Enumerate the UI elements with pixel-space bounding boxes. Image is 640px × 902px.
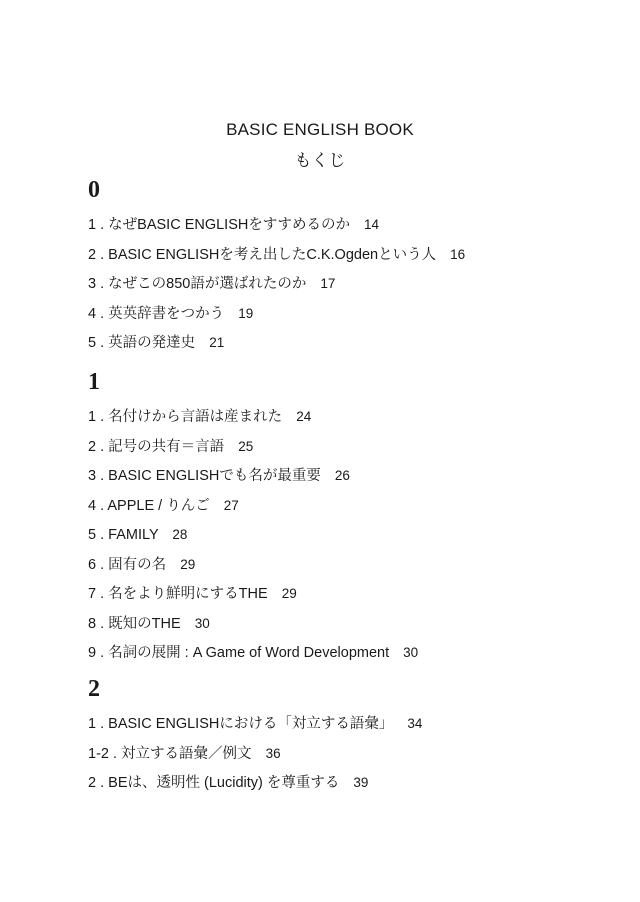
entry-number: 1 . <box>88 409 105 425</box>
toc-entry <box>88 579 608 609</box>
entry-title: 名詞の展開 : A Game of Word Development <box>108 645 390 661</box>
entry-title: APPLE / りんご <box>107 497 210 514</box>
entry-number: 1 . <box>88 217 105 233</box>
toc-section-1 <box>88 368 608 668</box>
entry-page: 28 <box>172 527 188 542</box>
toc-entry <box>88 240 608 270</box>
entry-number: 4 . <box>88 497 105 514</box>
toc-entry <box>88 520 608 550</box>
toc-entry <box>88 299 608 329</box>
entry-title: なぜBASIC ENGLISHをすすめるのか <box>108 217 351 233</box>
entry-number: 2 . <box>88 246 105 263</box>
entry-number: 5 . <box>88 527 105 543</box>
entry-number: 1 . <box>88 716 105 732</box>
toc-entry <box>88 328 608 358</box>
toc-entry <box>88 402 608 432</box>
toc-entry <box>88 709 608 739</box>
entry-title: 記号の共有＝言語 <box>108 438 225 455</box>
toc-entry <box>88 269 608 299</box>
entry-title: BASIC ENGLISHでも名が最重要 <box>108 468 321 484</box>
entry-title: 既知のTHE <box>108 615 181 632</box>
entry-title: BASIC ENGLISHを考え出したC.K.Ogdenという人 <box>108 246 437 263</box>
entry-page: 30 <box>403 645 419 660</box>
entry-page: 25 <box>238 438 254 454</box>
toc-heading: もくじ <box>294 151 346 170</box>
entry-title: BASIC ENGLISHにおける「対立する語彙」 <box>108 716 394 732</box>
section-number: 1 <box>88 369 100 395</box>
entry-number: 8 . <box>88 615 105 632</box>
toc-section-0 <box>88 176 608 358</box>
toc-entry <box>88 768 608 798</box>
entry-number: 2 . <box>88 438 105 455</box>
entry-number: 1-2 . <box>88 745 118 762</box>
entry-page: 29 <box>180 556 196 572</box>
book-title: BASIC ENGLISH BOOK <box>226 120 414 139</box>
toc-entry <box>88 432 608 462</box>
entry-title: 名をより鮮明にするTHE <box>108 586 268 602</box>
entry-page: 30 <box>194 615 210 631</box>
entry-title: 対立する語彙／例文 <box>121 745 252 762</box>
toc-section-2 <box>88 675 608 798</box>
toc-entry <box>88 550 608 580</box>
toc-entry <box>88 491 608 521</box>
entry-number: 3 . <box>88 276 105 292</box>
entry-number: 2 . <box>88 775 105 791</box>
entry-page: 29 <box>281 586 297 601</box>
entry-title: BEは、透明性 (Lucidity) を尊重する <box>108 775 340 791</box>
toc-entry <box>88 461 608 491</box>
entry-page: 14 <box>364 217 380 232</box>
toc-entry <box>88 210 608 240</box>
entry-number: 9 . <box>88 645 105 661</box>
entry-page: 24 <box>296 409 312 424</box>
entry-page: 27 <box>223 497 239 513</box>
entry-number: 4 . <box>88 305 105 322</box>
entry-title: 英英辞書をつかう <box>108 305 225 322</box>
entry-title: 名付けから言語は産まれた <box>108 409 283 425</box>
section-number: 0 <box>88 177 100 203</box>
section-number: 2 <box>88 676 100 702</box>
entry-title: 固有の名 <box>108 556 167 573</box>
entry-number: 5 . <box>88 335 105 351</box>
entry-page: 17 <box>320 276 336 291</box>
entry-number: 7 . <box>88 586 105 602</box>
entry-page: 16 <box>450 246 466 262</box>
entry-page: 36 <box>265 745 281 761</box>
entry-number: 3 . <box>88 468 105 484</box>
entry-number: 6 . <box>88 556 105 573</box>
entry-title: なぜこの850語が選ばれたのか <box>108 276 307 292</box>
entry-page: 34 <box>407 716 423 731</box>
entry-page: 39 <box>353 775 369 790</box>
entry-page: 21 <box>209 335 225 350</box>
entry-title: FAMILY <box>108 527 159 543</box>
entry-title: 英語の発達史 <box>108 335 196 351</box>
toc-entry <box>88 609 608 639</box>
entry-page: 19 <box>238 305 254 321</box>
toc-entry <box>88 739 608 769</box>
entry-page: 26 <box>334 468 350 483</box>
toc-entry <box>88 638 608 668</box>
